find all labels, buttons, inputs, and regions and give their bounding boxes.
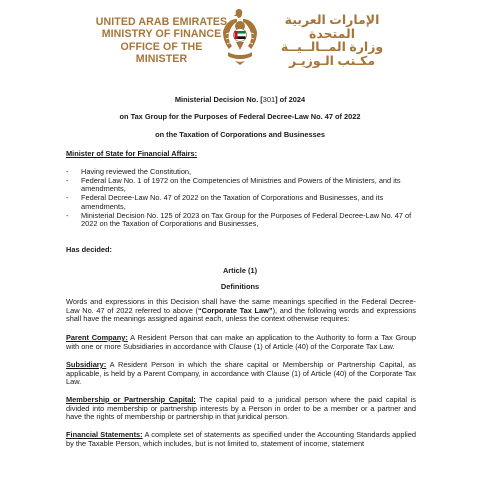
recital-text: Ministerial Decision No. 125 of 2023 on Tax Group for the Purposes of Federal Decree-Law No. 47 of 2022 on the Taxation of Corporations and Businesses, xyxy=(81,210,412,229)
recital-item: - Ministerial Decision No. 125 of 2023 on Tax Group for the Purposes of Federal Decree-Law No. 47 of 2022 on the Taxation of Corporations and Businesses, xyxy=(66,210,412,229)
definition-text: A Resident Person in which the share capital or Membership or Partnership Capital, as applicable, is held by a Parent Company, in accordance with Clause (1) of Article (40) of the Corporate Tax Law. xyxy=(66,360,416,387)
letterhead-english xyxy=(94,16,229,66)
uae-falcon-emblem-icon xyxy=(220,6,260,66)
decision-subtitle-1: on Tax Group for the Purposes of Federal Decree-Law No. 47 of 2022 xyxy=(119,112,361,121)
recitals-list xyxy=(66,168,416,229)
recital-item: - Federal Law No. 1 of 1972 on the Competencies of Ministries and Powers of the Ministers, and its amendments, xyxy=(66,175,401,194)
intro-text-2: ), and the following words and expressions shall have the meanings assigned against each, unless the context otherwise requires: xyxy=(66,305,417,324)
letterhead-ar-line-1: الإمارات العربية المتحدة xyxy=(284,13,380,41)
article-heading: Definitions xyxy=(220,282,260,291)
letterhead-arabic xyxy=(268,14,396,68)
definition-text: A complete set of statements as specified under the Accounting Standards applied by the Taxable Person, which includes, but is not limited to, statement of income, statement xyxy=(66,430,416,448)
definition-term: Membership or Partnership Capital: xyxy=(66,395,196,404)
definition-text: The capital paid to a juridical person where the paid capital is divided into membership or partnership interests by a Person in order to be a member or a partner and have the rights of membership or partnership in that juridical person. xyxy=(66,395,416,422)
definition-term: Subsidiary: xyxy=(66,360,107,369)
definition-term: Financial Statements: xyxy=(66,430,143,439)
recital-text: Having reviewed the Constitution, xyxy=(81,167,192,176)
definition-paragraph xyxy=(66,431,416,448)
letterhead-ar-line-3: مكـتب الـوزيـر xyxy=(288,53,376,68)
decision-suffix: ] of 2024 xyxy=(275,95,306,104)
article-title: Article (1) xyxy=(222,266,258,275)
definition-paragraph xyxy=(66,334,416,351)
decision-number: 301 xyxy=(262,95,276,104)
has-decided-heading: Has decided: xyxy=(66,245,113,254)
recital-text: Federal Decree-Law No. 47 of 2022 on the Taxation of Corporations and Businesses, and its amendments, xyxy=(81,193,384,211)
minister-heading: Minister of State for Financial Affairs: xyxy=(66,149,198,158)
recital-item: - Having reviewed the Constitution, xyxy=(66,167,192,176)
definition-term: Parent Company: xyxy=(66,333,128,342)
letterhead-en-line-2: MINISTRY OF FINANCE xyxy=(101,28,222,41)
decision-title xyxy=(0,95,480,104)
definition-text: A Resident Person that can make an application to the Authority to form a Tax Group with one or more Subsidiaries in accordance with Clause (1) of Article (40) of the Corporate Tax Law. xyxy=(66,333,416,351)
letterhead-ar-line-2: وزارة المــالــيــة xyxy=(280,40,384,54)
article-intro-paragraph xyxy=(66,298,416,324)
intro-bold-term: “Corporate Tax Law” xyxy=(197,305,273,315)
recital-item: - Federal Decree-Law No. 47 of 2022 on the Taxation of Corporations and Businesses, and its amendments, xyxy=(66,193,384,211)
letterhead-en-line-1: UNITED ARAB EMIRATES xyxy=(95,16,228,28)
intro-text-1: Words and expressions in this Decision shall have the same meanings specified in the Federal Decree-Law No. 47 of 2022 referred to above ( xyxy=(66,297,416,315)
decision-prefix: Ministerial Decision No. [ xyxy=(174,95,263,104)
decision-subtitle-2: on the Taxation of Corporations and Businesses xyxy=(155,130,325,139)
definition-paragraph xyxy=(66,396,416,422)
recital-text: Federal Law No. 1 of 1972 on the Competencies of Ministries and Powers of the Ministers, and its amendments, xyxy=(81,175,401,194)
letterhead-en-line-3: OFFICE OF THE MINISTER xyxy=(120,40,203,66)
definition-paragraph xyxy=(66,361,416,387)
